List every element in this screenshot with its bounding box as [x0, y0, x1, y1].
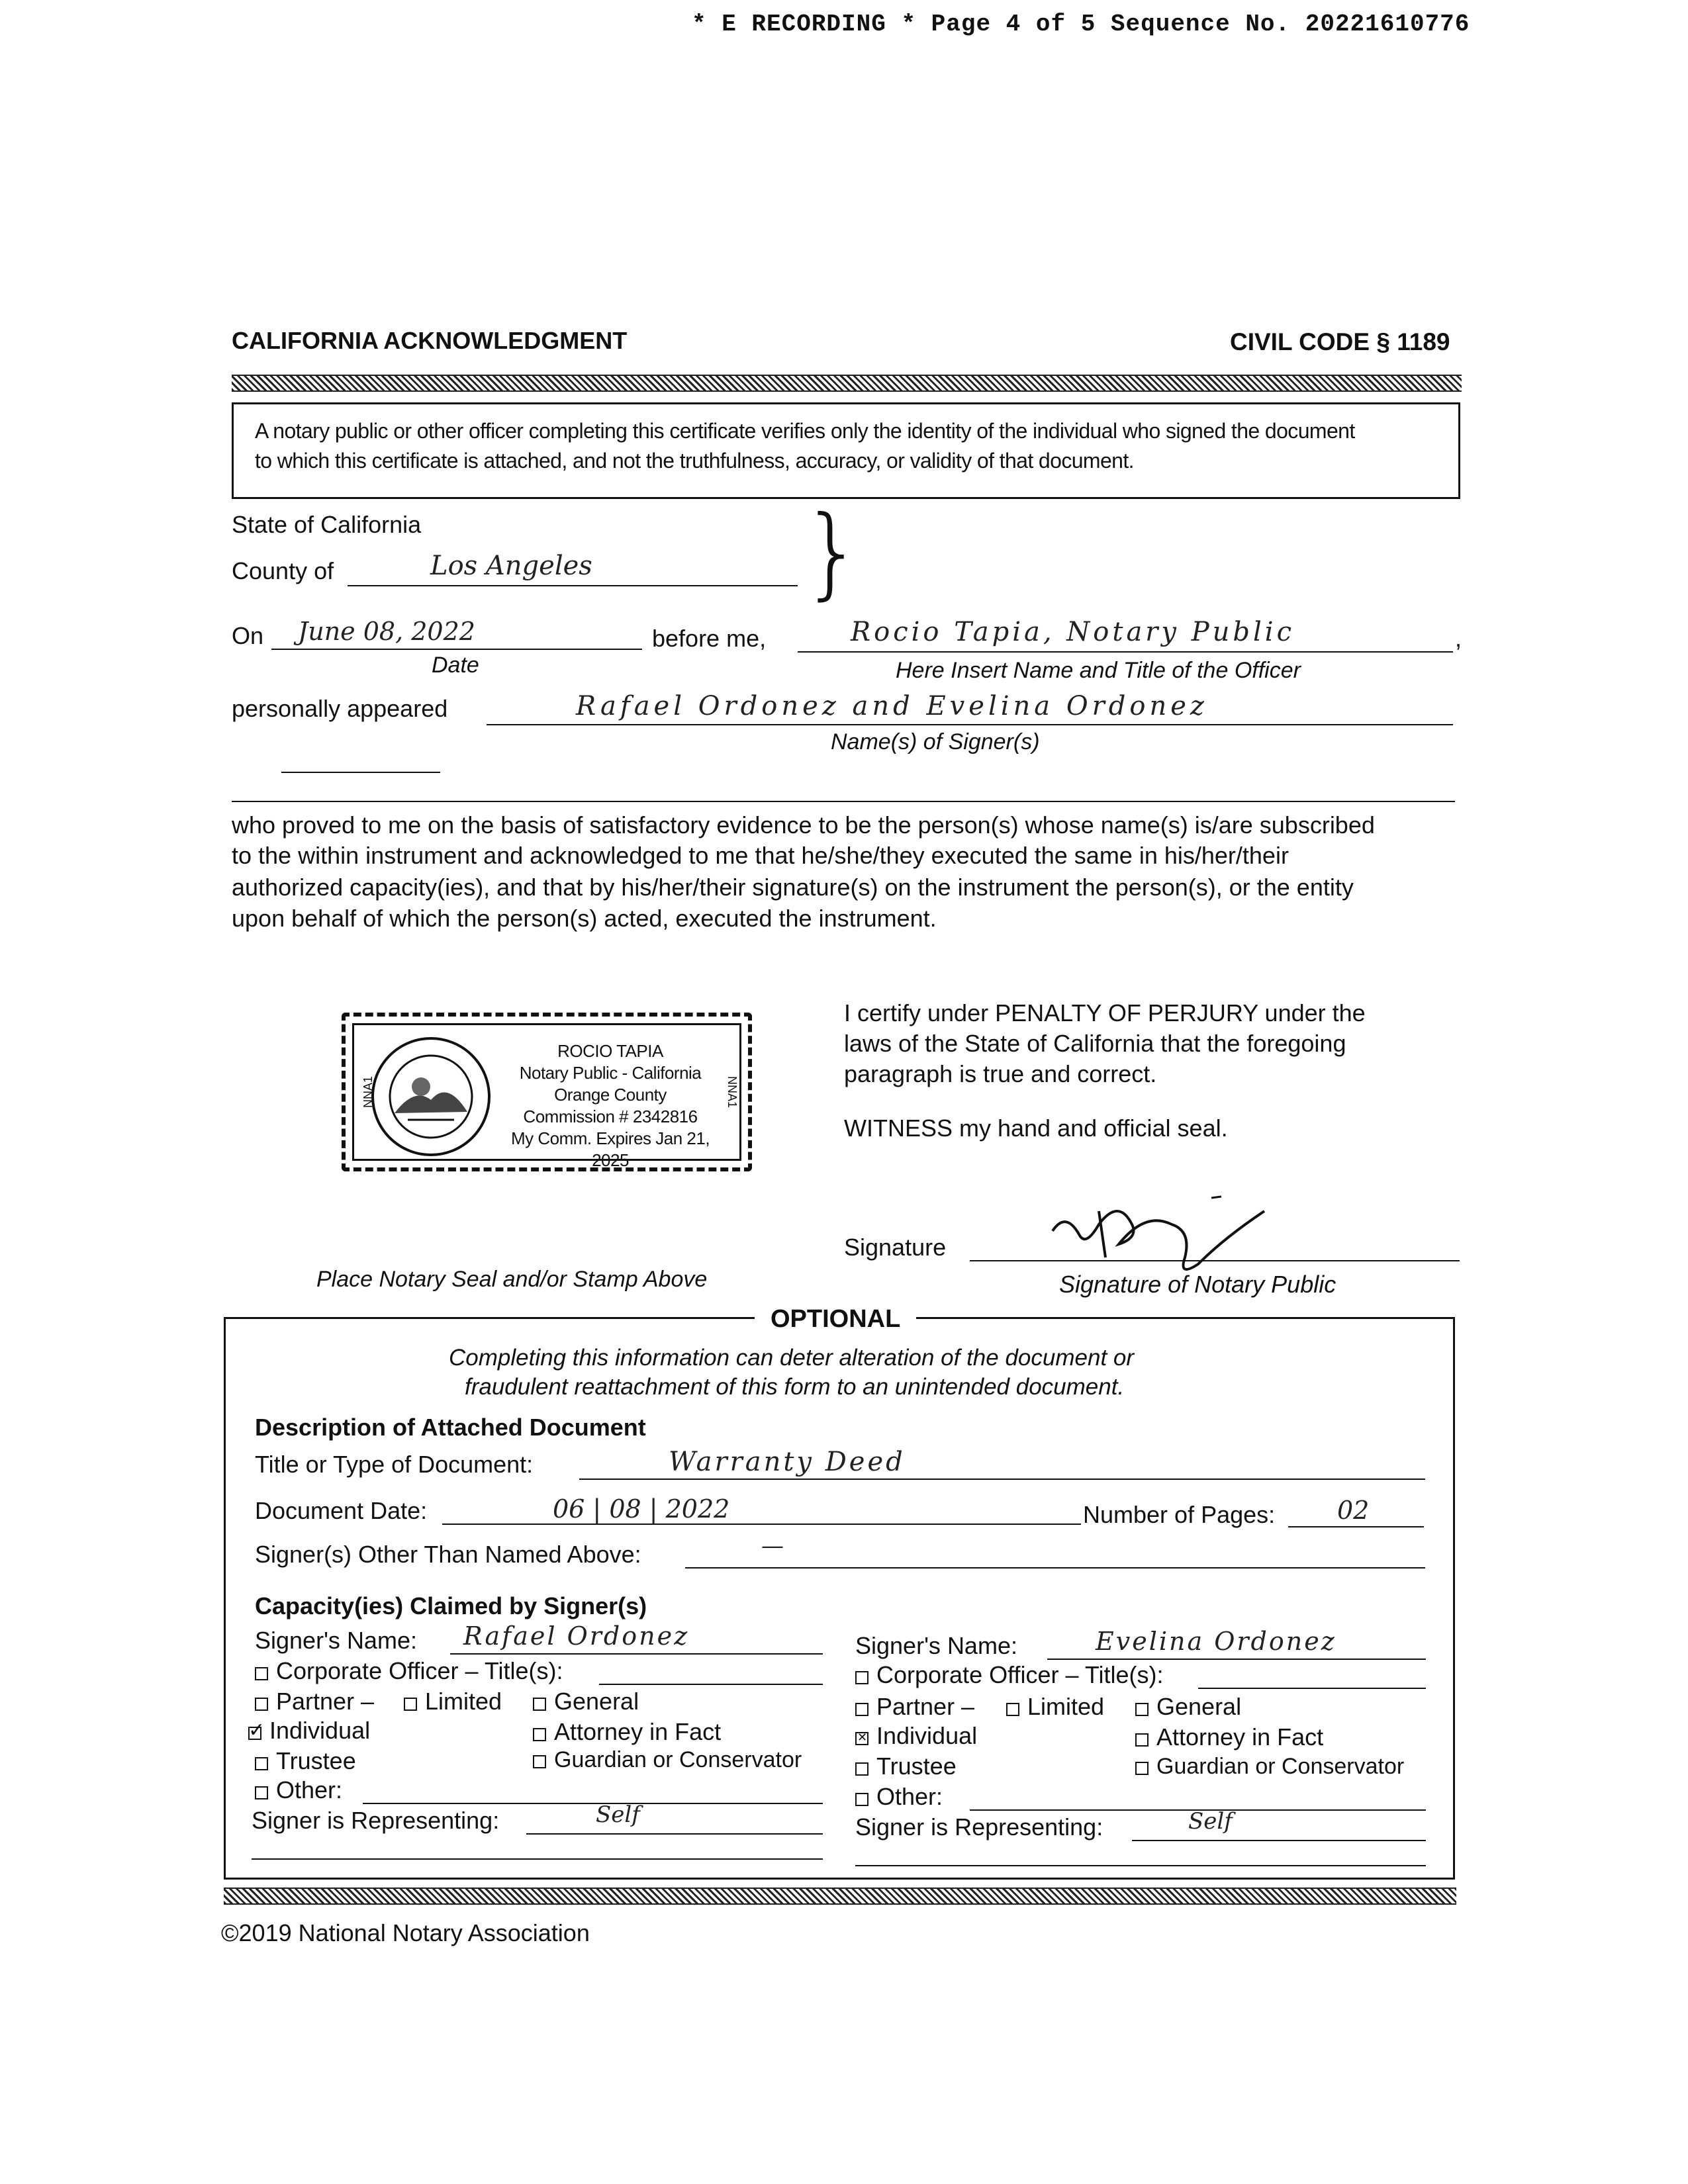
- pages-value[interactable]: 02: [1337, 1496, 1370, 1525]
- signature-label: Signature: [844, 1234, 947, 1261]
- date-value[interactable]: June 08, 2022: [298, 617, 475, 646]
- copyright: ©2019 National Notary Association: [221, 1919, 590, 1946]
- other-signers-value[interactable]: —: [761, 1533, 784, 1559]
- signer2-other-checkbox[interactable]: [855, 1793, 868, 1806]
- signers-value[interactable]: Rafael Ordonez and Evelina Ordonez: [576, 691, 1208, 721]
- notice-line-2: to which this certificate is attached, and not the truthfulness, accuracy, or validity of that document.: [255, 449, 1134, 473]
- county-line: [348, 585, 798, 586]
- signer2-representing-value[interactable]: Self: [1188, 1808, 1233, 1835]
- signers-line: [487, 724, 1453, 725]
- seal-caption: Place Notary Seal and/or Stamp Above: [316, 1267, 708, 1292]
- signer2-guardian-checkbox[interactable]: [1135, 1762, 1149, 1775]
- signer1-representing-label: Signer is Representing:: [252, 1807, 500, 1834]
- state-label: State of California: [232, 511, 422, 538]
- optional-intro-2: fraudulent reattachment of this form to an unintended document.: [465, 1374, 1125, 1400]
- document-date-value[interactable]: 06 | 08 | 2022: [553, 1494, 730, 1524]
- optional-heading: OPTIONAL: [755, 1305, 916, 1334]
- officer-comma: ,: [1455, 625, 1462, 652]
- officer-line: [798, 651, 1453, 653]
- notary-seal-stamp: [342, 1013, 752, 1171]
- signer1-limited-row[interactable]: [404, 1688, 502, 1715]
- signer2-guardian-row[interactable]: [1135, 1754, 1404, 1780]
- signer1-limited-checkbox[interactable]: [404, 1698, 417, 1711]
- signer1-individual-row[interactable]: [248, 1717, 370, 1745]
- seal-name: ROCIO TAPIA: [557, 1041, 663, 1061]
- seal-line-2: Notary Public - California: [519, 1063, 702, 1083]
- signer2-guardian-label: Guardian or Conservator: [1156, 1754, 1405, 1779]
- signer2-general-checkbox[interactable]: [1135, 1703, 1149, 1716]
- signer2-trustee-row[interactable]: [855, 1752, 957, 1780]
- proof-line-4: upon behalf of which the person(s) acted, executed the instrument.: [232, 905, 937, 932]
- signer1-corporate-label: Corporate Officer – Title(s):: [276, 1657, 563, 1684]
- signer1-partner-checkbox[interactable]: [255, 1698, 268, 1711]
- signer1-guardian-label: Guardian or Conservator: [554, 1747, 802, 1772]
- signer1-name-label: Signer's Name:: [255, 1627, 417, 1654]
- signer2-general-label: General: [1156, 1693, 1242, 1720]
- document-date-label: Document Date:: [255, 1497, 428, 1524]
- document-date-line: [442, 1524, 1081, 1525]
- officer-value[interactable]: Rocio Tapia, Notary Public: [851, 617, 1295, 647]
- certify-line-3: paragraph is true and correct.: [844, 1060, 1157, 1087]
- signer1-name-value[interactable]: Rafael Ordonez: [463, 1621, 690, 1651]
- signer2-corporate-checkbox[interactable]: [855, 1671, 868, 1684]
- recording-header: * E RECORDING * Page 4 of 5 Sequence No. 20221610776: [692, 11, 1470, 38]
- description-heading: Description of Attached Document: [255, 1414, 646, 1441]
- signer1-other-label: Other:: [276, 1776, 343, 1803]
- signature-caption: Signature of Notary Public: [1059, 1271, 1336, 1298]
- signer2-general-row[interactable]: [1135, 1693, 1241, 1721]
- seal-side-right: NNA1: [726, 1076, 739, 1109]
- officer-caption: Here Insert Name and Title of the Officer: [896, 658, 1301, 683]
- signers-dash: [281, 772, 440, 773]
- signer1-name-line: [450, 1653, 823, 1655]
- signer1-individual-checkbox[interactable]: [248, 1727, 261, 1740]
- signer1-attorney-row[interactable]: [533, 1718, 721, 1746]
- other-signers-line: [685, 1567, 1425, 1569]
- signer1-individual-label: Individual: [269, 1717, 371, 1744]
- signer2-partner-label: Partner –: [876, 1693, 975, 1720]
- signer2-trustee-label: Trustee: [876, 1752, 957, 1780]
- seal-text: [501, 1040, 720, 1171]
- capacity-heading: Capacity(ies) Claimed by Signer(s): [255, 1592, 647, 1619]
- signer1-guardian-row[interactable]: [533, 1747, 802, 1773]
- signer2-limited-label: Limited: [1027, 1693, 1105, 1720]
- other-signers-label: Signer(s) Other Than Named Above:: [255, 1541, 641, 1568]
- signer1-partner-label: Partner –: [276, 1688, 375, 1715]
- signer1-trustee-checkbox[interactable]: [255, 1757, 268, 1770]
- state-seal-icon: [368, 1034, 494, 1160]
- proof-line-1: who proved to me on the basis of satisfactory evidence to be the person(s) whose name(s) is/are subscribed: [232, 811, 1375, 839]
- signer2-attorney-label: Attorney in Fact: [1156, 1723, 1324, 1751]
- civil-code: CIVIL CODE § 1189: [1230, 328, 1450, 355]
- on-label: On: [232, 622, 264, 649]
- signer2-bottom-line: [855, 1865, 1426, 1866]
- notice-line-1: A notary public or other officer completing this certificate verifies only the identity of the individual who signed the document: [255, 419, 1355, 443]
- signer2-representing-label: Signer is Representing:: [855, 1813, 1103, 1841]
- date-line: [271, 649, 642, 650]
- personally-appeared-label: personally appeared: [232, 695, 448, 722]
- proof-line-2: to the within instrument and acknowledged to me that he/she/they executed the same in his/her/their: [232, 842, 1289, 869]
- signer1-attorney-checkbox[interactable]: [533, 1728, 546, 1741]
- certify-line-2: laws of the State of California that the foregoing: [844, 1030, 1346, 1057]
- proof-line-3: authorized capacity(ies), and that by his/her/their signature(s) on the instrument the person(s), or the entity: [232, 874, 1354, 901]
- seal-side-left: NNA1: [361, 1076, 375, 1109]
- signer1-guardian-checkbox[interactable]: [533, 1755, 546, 1768]
- signer2-attorney-row[interactable]: [1135, 1723, 1323, 1751]
- witness-text: WITNESS my hand and official seal.: [844, 1115, 1228, 1142]
- signer1-other-checkbox[interactable]: [255, 1786, 268, 1799]
- before-me-label: before me,: [652, 625, 767, 652]
- signer2-name-line: [1047, 1659, 1426, 1660]
- date-caption: Date: [432, 653, 479, 678]
- signers-extra-line: [232, 801, 1455, 802]
- title-type-value[interactable]: Warranty Deed: [669, 1447, 906, 1477]
- venue-brace: }: [801, 495, 865, 610]
- signer2-other-label: Other:: [876, 1783, 943, 1810]
- signer2-partner-checkbox[interactable]: [855, 1703, 868, 1716]
- seal-line-5: My Comm. Expires Jan 21, 2025: [510, 1128, 710, 1170]
- signer1-corporate-row[interactable]: [255, 1657, 563, 1685]
- pages-line: [1288, 1526, 1424, 1527]
- signer1-general-row[interactable]: [533, 1688, 639, 1715]
- signer2-limited-checkbox[interactable]: [1006, 1703, 1019, 1716]
- signer2-individual-label: Individual: [876, 1722, 978, 1749]
- hatch-divider-bottom: [224, 1888, 1456, 1905]
- seal-line-4: Commission # 2342816: [523, 1107, 698, 1126]
- signer1-bottom-line: [252, 1858, 823, 1860]
- signer1-attorney-label: Attorney in Fact: [554, 1718, 722, 1745]
- signer2-individual-checkbox[interactable]: [855, 1732, 868, 1745]
- signer2-other-row[interactable]: [855, 1783, 943, 1811]
- form-title: CALIFORNIA ACKNOWLEDGMENT: [232, 327, 628, 354]
- signer1-trustee-label: Trustee: [276, 1747, 356, 1774]
- signer2-limited-row[interactable]: [1006, 1693, 1104, 1721]
- signer1-representing-value[interactable]: Self: [596, 1801, 640, 1828]
- signer1-general-label: General: [554, 1688, 639, 1715]
- hatch-divider-top: [232, 375, 1462, 392]
- signer1-trustee-row[interactable]: [255, 1747, 356, 1775]
- signer2-corporate-label: Corporate Officer – Title(s):: [876, 1661, 1164, 1688]
- signer1-other-line: [363, 1803, 823, 1804]
- title-type-line: [579, 1479, 1425, 1480]
- signer1-partner-row[interactable]: [255, 1688, 374, 1715]
- signer2-representing-line: [1132, 1840, 1426, 1841]
- signer2-partner-row[interactable]: [855, 1693, 974, 1721]
- optional-intro-1: Completing this information can deter alteration of the document or: [449, 1345, 1135, 1371]
- signer1-other-row[interactable]: [255, 1776, 342, 1804]
- signer2-trustee-checkbox[interactable]: [855, 1762, 868, 1776]
- signer2-attorney-checkbox[interactable]: [1135, 1733, 1149, 1747]
- county-label: County of: [232, 557, 334, 584]
- seal-line-3: Orange County: [554, 1085, 667, 1105]
- signer2-individual-row[interactable]: [855, 1722, 977, 1750]
- signer1-limited-label: Limited: [425, 1688, 502, 1715]
- signer1-representing-line: [526, 1833, 823, 1835]
- signer2-name-value[interactable]: Evelina Ordonez: [1096, 1627, 1336, 1656]
- signer1-general-checkbox[interactable]: [533, 1698, 546, 1711]
- certify-line-1: I certify under PENALTY OF PERJURY under the: [844, 999, 1366, 1026]
- signers-caption: Name(s) of Signer(s): [831, 729, 1040, 754]
- title-type-label: Title or Type of Document:: [255, 1451, 534, 1478]
- signer2-corporate-line: [1198, 1688, 1426, 1689]
- signer1-corporate-checkbox[interactable]: [255, 1667, 268, 1680]
- signer2-corporate-row[interactable]: [855, 1661, 1163, 1689]
- signer1-corporate-line: [599, 1684, 823, 1685]
- pages-label: Number of Pages:: [1083, 1501, 1276, 1528]
- county-value[interactable]: Los Angeles: [430, 551, 592, 581]
- signer2-name-label: Signer's Name:: [855, 1632, 1017, 1659]
- notary-signature-icon: [1039, 1185, 1278, 1284]
